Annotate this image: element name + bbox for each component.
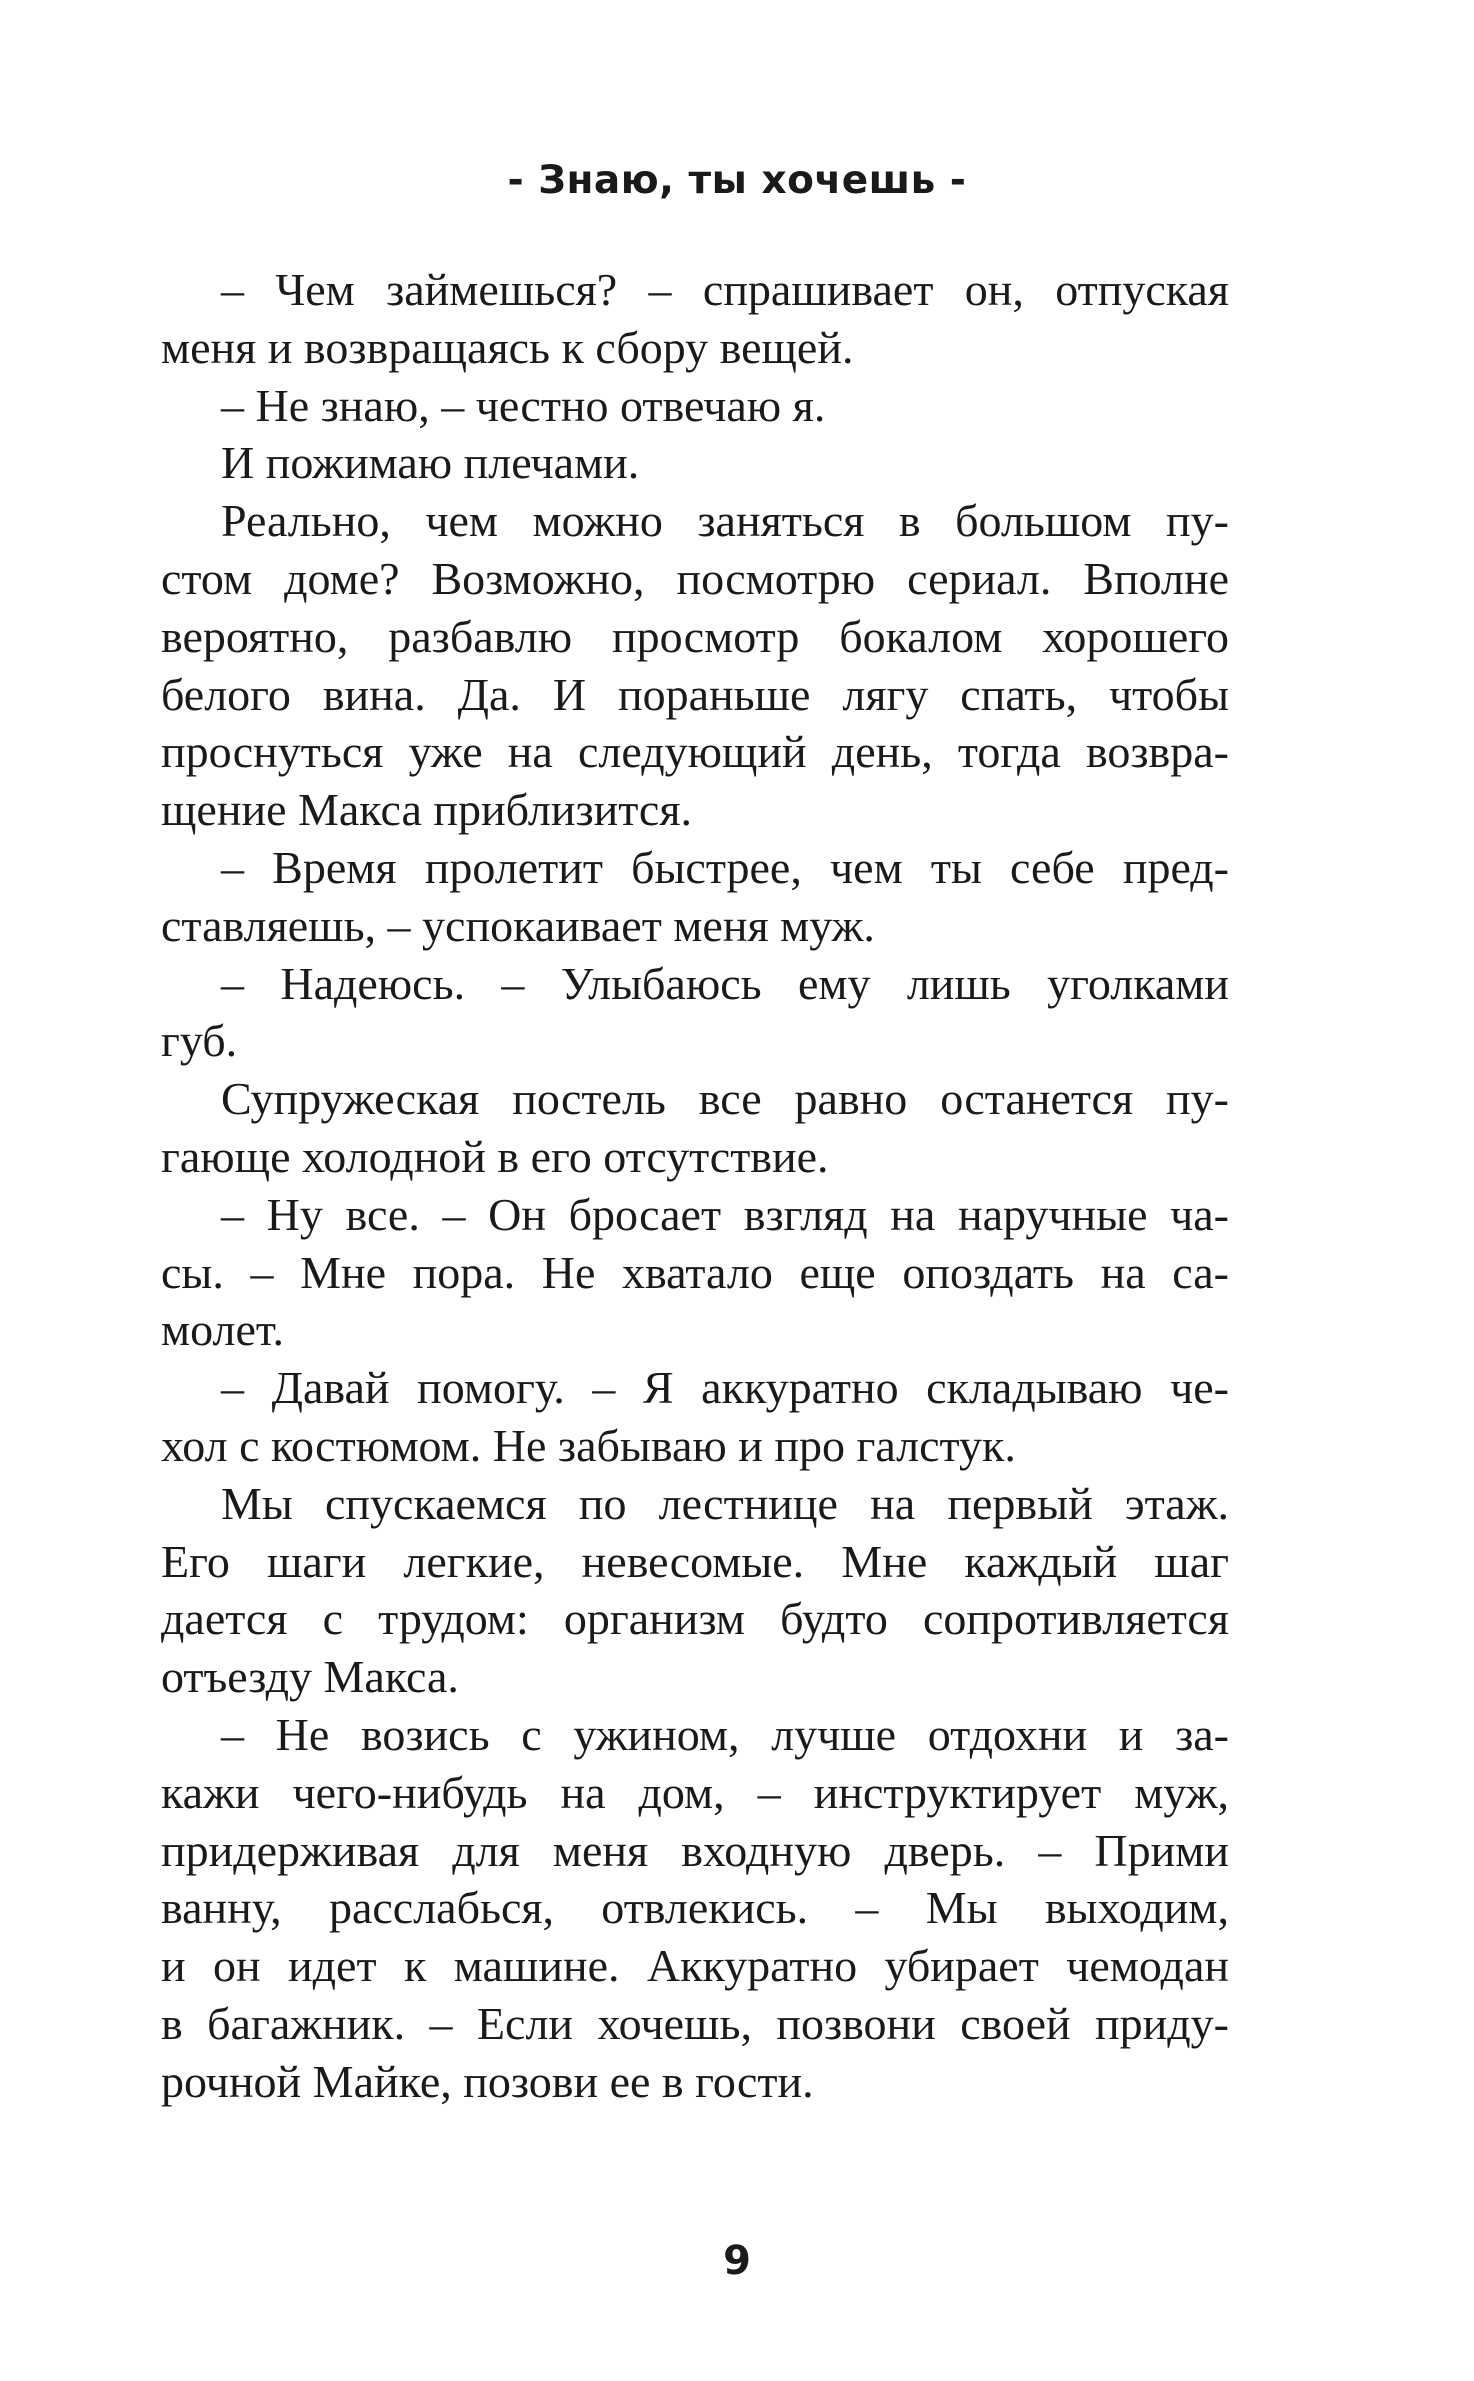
text-line: кажи чего-нибудь на дом, – инструктирует муж, xyxy=(161,1766,1229,1818)
text-line: – Время пролетит быстрее, чем ты себе пред- xyxy=(221,841,1229,893)
text-line: – Чем займешься? – спрашивает он, отпуская xyxy=(221,264,1229,315)
text-line: Мы спускаемся по лестнице на первый этаж. xyxy=(221,1477,1229,1529)
text-line: – Ну все. – Он бросает взгляд на наручные ча- xyxy=(221,1188,1229,1240)
text-line: и он идет к машине. Аккуратно убирает чемодан xyxy=(161,1940,1229,1992)
body-text xyxy=(161,261,1229,2111)
text-line: Реально, чем можно заняться в большом пу- xyxy=(221,495,1229,547)
text-line: хол с костюмом. Не забываю и про галстук. xyxy=(161,1419,1016,1471)
text-line: Его шаги легкие, невесомые. Мне каждый шаг xyxy=(161,1535,1229,1587)
running-title: - Знаю, ты хочешь - xyxy=(507,158,967,203)
text-line: стом доме? Возможно, посмотрю сериал. Вполне xyxy=(161,552,1229,604)
text-line: Супружеская постель все равно останется пу- xyxy=(221,1073,1229,1125)
text-line: – Надеюсь. – Улыбаюсь ему лишь уголками xyxy=(221,957,1229,1009)
text-line: придерживая для меня входную дверь. – Прими xyxy=(161,1824,1229,1876)
text-line: рочной Майке, позови ее в гости. xyxy=(161,2055,814,2107)
text-line: дается с трудом: организм будто сопротивляется xyxy=(161,1593,1229,1645)
text-line: ванну, расслабься, отвлекись. – Мы выходим, xyxy=(161,1882,1229,1934)
text-line: проснуться уже на следующий день, тогда возвра- xyxy=(161,726,1229,778)
text-line: щение Макса приблизится. xyxy=(161,784,692,836)
text-line: вероятно, разбавлю просмотр бокалом хорошего xyxy=(161,610,1229,662)
text-line: гающе холодной в его отсутствие. xyxy=(161,1130,829,1182)
text-line: губ. xyxy=(161,1015,238,1067)
text-line: ставляешь, – успокаивает меня муж. xyxy=(161,899,875,951)
text-line: И пожимаю плечами. xyxy=(221,437,640,489)
text-line: – Не возись с ужином, лучше отдохни и за- xyxy=(221,1708,1229,1760)
text-line: – Не знаю, – честно отвечаю я. xyxy=(221,379,826,431)
text-line: сы. – Мне пора. Не хватало еще опоздать на са- xyxy=(161,1246,1229,1298)
text-line: молет. xyxy=(161,1304,285,1356)
page-number: 9 xyxy=(723,2238,751,2284)
text-line: в багажник. – Если хочешь, позвони своей приду- xyxy=(161,1997,1229,2049)
text-line: белого вина. Да. И пораньше лягу спать, чтобы xyxy=(161,668,1229,720)
text-line: отъезду Макса. xyxy=(161,1651,459,1703)
text-line: – Давай помогу. – Я аккуратно складываю че- xyxy=(221,1362,1229,1414)
text-line: меня и возвращаясь к сбору вещей. xyxy=(161,321,854,373)
